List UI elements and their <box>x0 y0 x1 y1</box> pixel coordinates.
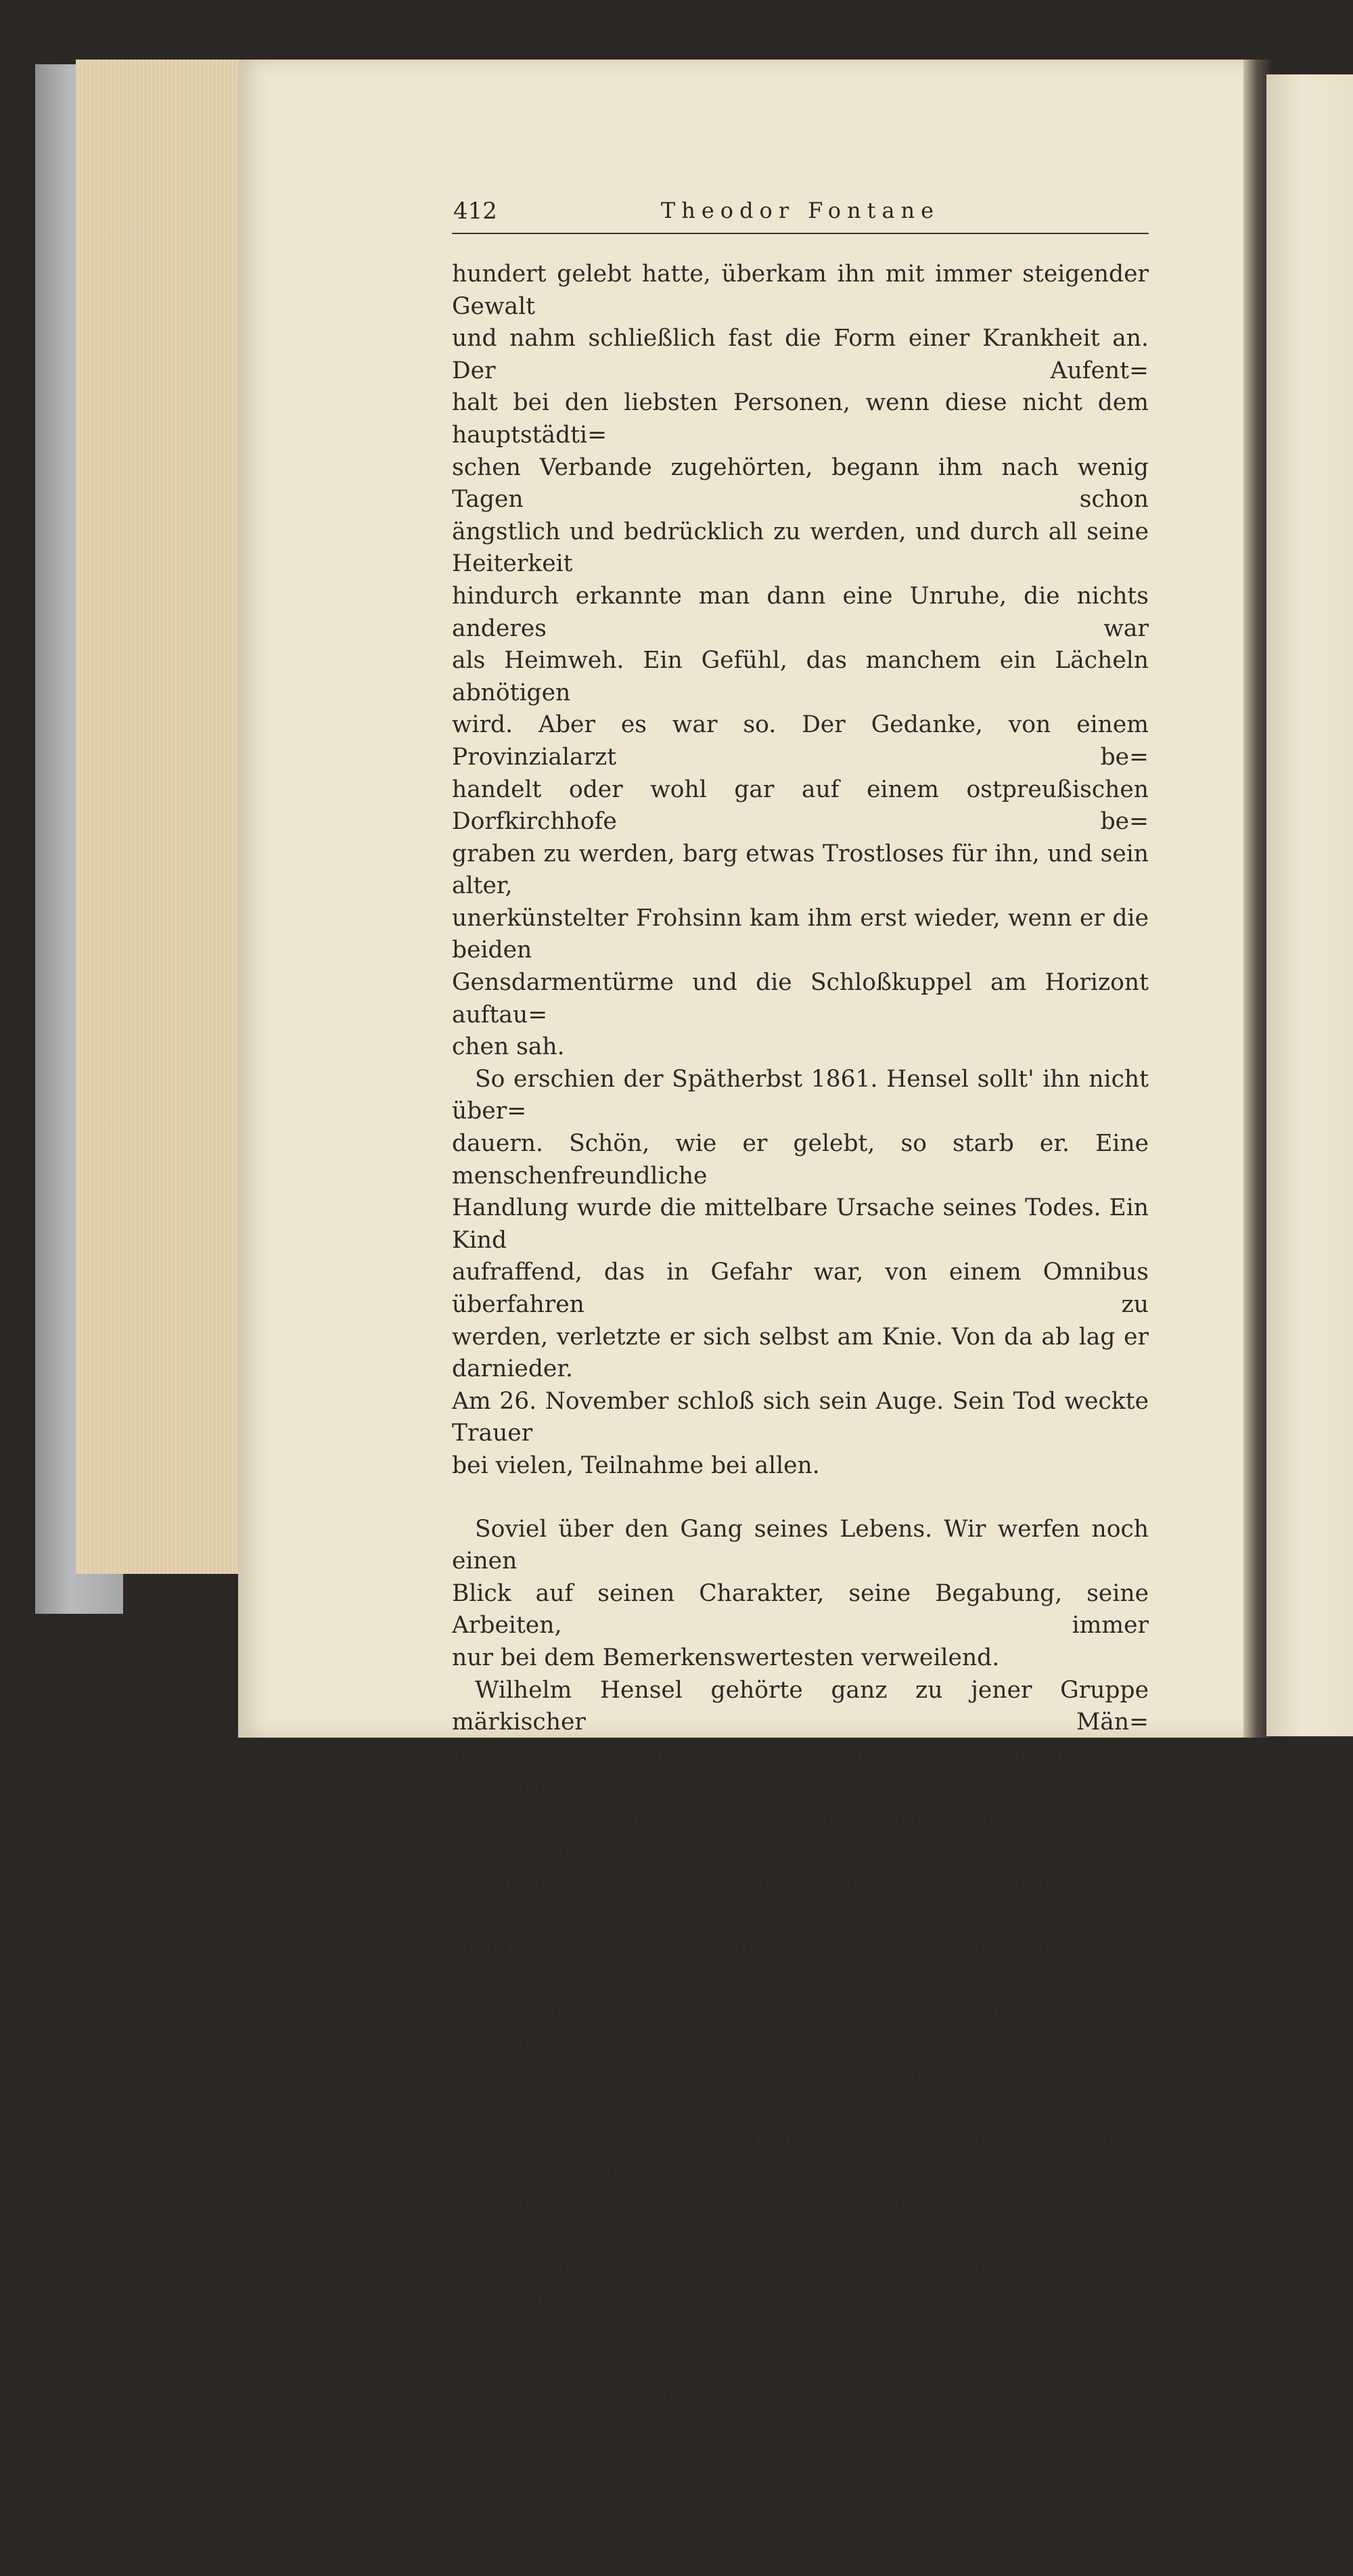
text-line: Derbheit und Schönheit, von Gamaschentum und Faltenwurf, von <box>452 1870 1149 1929</box>
text-line: Soviel über den Gang seines Lebens. Wir werfen noch einen <box>452 1515 1149 1575</box>
text-line: halt bei den liebsten Personen, wenn diese nicht dem hauptstädti= <box>452 389 1149 449</box>
text-line: hundert gelebt hatte, überkam ihn mit immer steigender Gewalt <box>452 261 1149 320</box>
text-line: und nahm schließlich fast die Form einer Krankheit an. Der Aufent= <box>452 325 1149 384</box>
text-line: preußischem Militarismus und klassischem Idealismus ansehen <box>452 1934 1149 1993</box>
paragraph <box>452 1064 1149 1483</box>
text-line: hindurch erkannte man dann eine Unruhe, die nichts anderes war <box>452 582 1149 642</box>
text-line: stand. Naturen, die man als doppellebig, als eine Verquickung von <box>452 1805 1149 1865</box>
text-line: Gensdarmentürme und die Schloßkuppel am Horizont auftau= <box>452 969 1149 1029</box>
text-line: als Heimweh. Ein Gefühl, das manchem ein Lächeln abnötigen <box>452 647 1149 706</box>
text-line: nur bei dem Bemerkenswertesten verweilend. <box>452 1644 1000 1671</box>
text-line: Handlung wurde die mittelbare Ursache seines Todes. Ein Kind <box>452 1194 1149 1254</box>
right-page-edge <box>1266 74 1353 1736</box>
page-block-edge <box>76 60 246 1574</box>
text-line: dauern. Schön, wie er gelebt, so starb er. Eine menschenfreundliche <box>452 1130 1149 1190</box>
text-line: märkisch. Dem Charakter entsprach dann meist auch die äußere Er= <box>452 2062 1149 2123</box>
text-line: aufraffend, das in Gefahr war, von einem Omnibus überfahren zu <box>452 1259 1149 1318</box>
paragraph <box>452 1675 1149 2576</box>
text-line: kische beinah vollständig siegte. Bei Hensel blieb alles in Balance; <box>452 2385 1149 2445</box>
section-break <box>452 1483 1149 1514</box>
text-line: wird. Aber es war so. Der Gedanke, von einem Provinzialarzt be= <box>452 711 1149 771</box>
text-line: chen sah. <box>452 1033 565 1061</box>
text-line: Am 26. November schloß sich sein Auge. Sein Tod weckte Trauer <box>452 1387 1149 1447</box>
text-line: andre, und die Neuuniformierung eines Garderegiments oder ein <box>452 2513 1149 2573</box>
text-line: Schadowtypen war, daß sich die Züge und Gegensätze ihres Cha= <box>452 2192 1149 2251</box>
text-line: weise bei Schinkel und Winckelmann das Griechische über das Mär= <box>452 2320 1149 2380</box>
text-line: schen Verbande zugehörten, begann ihm nach wenig Tagen schon <box>452 453 1149 514</box>
text-line: werden, verletzte er sich selbst am Knie. Von da ab lag er darnieder. <box>452 1323 1149 1383</box>
text-line: kann. Die Seele griechisch, der Geist altenfritzisch, der Charakter <box>452 1998 1149 2058</box>
text-line: ner, an deren Spitze als ausgeprägteste Type der alte Schadow <box>452 1740 1149 1801</box>
text-line: ängstlich und bedrücklich zu werden, und durch all seine Heiterkeit <box>452 518 1149 578</box>
running-title: Theodor Fontane <box>660 198 940 223</box>
text-line: handelt oder wohl gar auf einem ostpreußischen Dorfkirchhofe be= <box>452 775 1149 836</box>
text-line: rakters nebeneinander in Gleichkraft erhielten, während beispiels= <box>452 2256 1149 2315</box>
text-line: graben zu werden, barg etwas Trostloses für ihn, und sein alter, <box>452 840 1149 900</box>
page-header <box>452 195 1149 234</box>
text-line: So erschien der Spätherbst 1861. Hensel sollt' ihn nicht über= <box>452 1065 1149 1125</box>
body-text <box>452 258 1149 2576</box>
paragraph <box>452 1514 1149 1675</box>
paragraph <box>452 258 1149 1064</box>
page-number: 412 <box>453 198 497 225</box>
text-line: unerkünstelter Frohsinn kam ihm erst wieder, wenn er die beiden <box>452 904 1149 964</box>
text-line: scheinung. Das Eigentümliche dieser mehr und mehr aussterbenden <box>452 2127 1149 2187</box>
text-line: bei vielen, Teilnahme bei allen. <box>452 1451 820 1479</box>
text-line: Blick auf seinen Charakter, seine Begabung, seine Arbeiten, immer <box>452 1579 1149 1640</box>
text-line: Wilhelm Hensel gehörte ganz zu jener Gruppe märkischer Män= <box>452 1676 1149 1736</box>
text-line: keines dieser heterogenen Elemente drückte oder beherrschte das <box>452 2449 1149 2509</box>
